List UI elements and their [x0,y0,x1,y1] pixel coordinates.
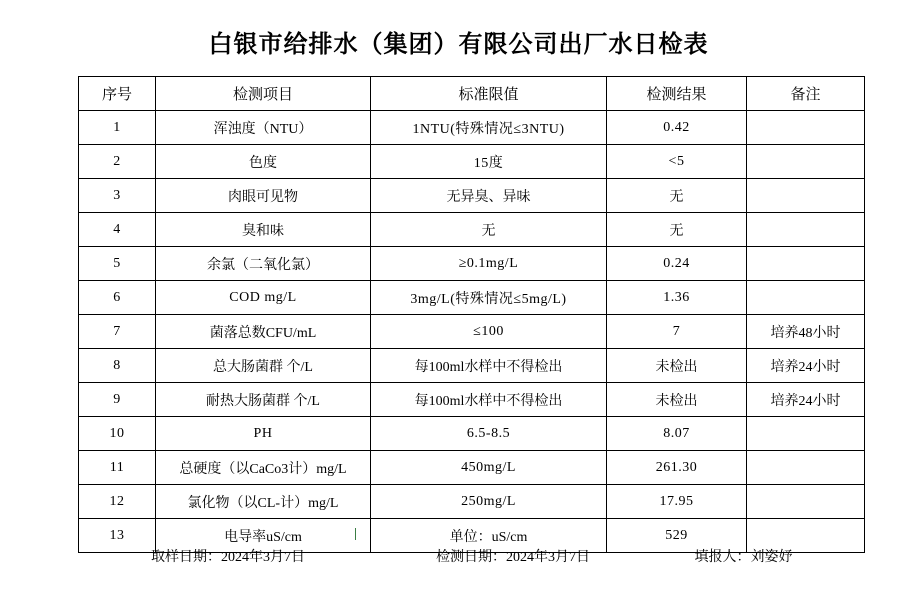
cell-no: 8 [79,349,156,383]
cell-note [747,417,865,451]
table-row [79,111,865,145]
cell-item: 氯化物（以CL-计）mg/L [156,485,371,519]
column-header-result: 检测结果 [607,77,747,111]
cell-no: 5 [79,247,156,281]
cell-result: 无 [607,213,747,247]
cell-no: 4 [79,213,156,247]
table-row [79,451,865,485]
cell-no: 10 [79,417,156,451]
cell-note: 培养24小时 [747,349,865,383]
water-inspection-table [78,76,865,553]
cell-note [747,213,865,247]
cell-result: 未检出 [607,349,747,383]
table-row [79,281,865,315]
cell-result: <5 [607,145,747,179]
cell-item: 总硬度（以CaCo3计）mg/L [156,451,371,485]
cell-note [747,111,865,145]
cell-limit: ≥0.1mg/L [371,247,607,281]
cell-item: 浑浊度（NTU） [156,111,371,145]
cell-item: 臭和味 [156,213,371,247]
cell-no: 7 [79,315,156,349]
cell-limit: 每100ml水样中不得检出 [371,349,607,383]
cell-note [747,145,865,179]
table-row [79,213,865,247]
cell-limit: 15度 [371,145,607,179]
cell-note [747,281,865,315]
cell-limit: 无 [371,213,607,247]
cell-item: 菌落总数CFU/mL [156,315,371,349]
cell-limit: 1NTU(特殊情况≤3NTU) [371,111,607,145]
cell-no: 12 [79,485,156,519]
cell-no: 13 [79,519,156,553]
cell-no: 3 [79,179,156,213]
page-title: 白银市给排水（集团）有限公司出厂水日检表 [208,32,709,58]
cell-note [747,485,865,519]
test-date: 检测日期：2024年3月7日 [436,550,590,565]
table-body [79,111,865,553]
cell-no: 11 [79,451,156,485]
cell-result: 无 [607,179,747,213]
cell-result: 261.30 [607,451,747,485]
column-header-limit: 标准限值 [371,77,607,111]
table-row [79,179,865,213]
cell-result: 0.24 [607,247,747,281]
cell-no: 1 [79,111,156,145]
cell-limit: 450mg/L [371,451,607,485]
cell-item: 耐热大肠菌群 个/L [156,383,371,417]
cell-result: 未检出 [607,383,747,417]
cell-note [747,247,865,281]
cell-result: 8.07 [607,417,747,451]
page-tick-mark [355,528,356,540]
cell-item: PH [156,417,371,451]
cell-note [747,451,865,485]
table-row [79,247,865,281]
cell-no: 2 [79,145,156,179]
cell-no: 6 [79,281,156,315]
cell-note: 培养48小时 [747,315,865,349]
cell-item: 肉眼可见物 [156,179,371,213]
cell-limit: 每100ml水样中不得检出 [371,383,607,417]
table-row [79,383,865,417]
table-row [79,315,865,349]
cell-limit: 3mg/L(特殊情况≤5mg/L) [371,281,607,315]
cell-item: COD mg/L [156,281,371,315]
cell-note [747,179,865,213]
filler-name: 填报人：刘姿妤 [694,550,793,565]
table-row [79,145,865,179]
cell-result: 529 [607,519,747,553]
footer-info [78,543,839,569]
column-header-note: 备注 [747,77,865,111]
cell-limit: ≤100 [371,315,607,349]
cell-result: 17.95 [607,485,747,519]
cell-limit: 250mg/L [371,485,607,519]
cell-item: 余氯（二氧化氯） [156,247,371,281]
table-row [79,349,865,383]
cell-limit: 6.5-8.5 [371,417,607,451]
cell-result: 0.42 [607,111,747,145]
column-header-no: 序号 [79,77,156,111]
table-header [79,77,865,111]
cell-item: 总大肠菌群 个/L [156,349,371,383]
cell-no: 9 [79,383,156,417]
sample-date: 取样日期：2024年3月7日 [151,550,305,565]
column-header-item: 检测项目 [156,77,371,111]
cell-limit: 单位：uS/cm [371,519,607,553]
cell-limit: 无异臭、异味 [371,179,607,213]
table-header-row [79,77,865,111]
table-row [79,485,865,519]
cell-note: 培养24小时 [747,383,865,417]
cell-result: 7 [607,315,747,349]
table-row [79,417,865,451]
cell-item: 色度 [156,145,371,179]
cell-result: 1.36 [607,281,747,315]
cell-item: 电导率uS/cm [156,519,371,553]
